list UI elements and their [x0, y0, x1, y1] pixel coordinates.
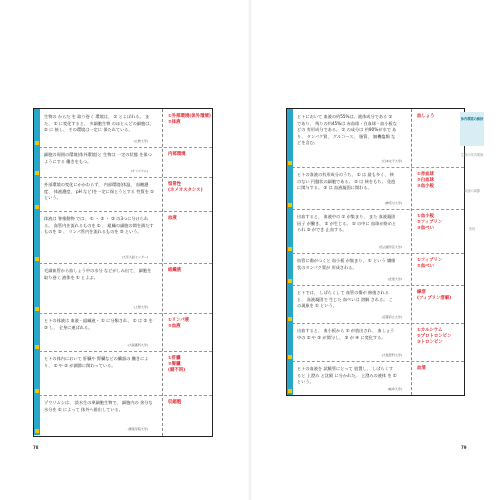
side-tab[interactable]: 体液の調節 [464, 189, 480, 193]
star-icon [288, 279, 292, 283]
question-text: ヒトの体内において 肝臓や 腎臓などの臓器の 働きにより、 ① や ② が調節に関わっている。 [44, 356, 149, 368]
question-text: 血管に傷がつくと 血小板 が集まり、 ① という 繊維状のタンパク質が 形成される。 [297, 258, 396, 270]
answer-text: 内部環境 [168, 152, 186, 157]
question-item [287, 167, 464, 210]
question-item [287, 253, 464, 286]
question-text: ヒトの血液の有形成分のうち、 ① は 最も多く、 核のない 円盤状の細胞である。 ② は 核をもち、 免疫に関与する。 ③ は 血液凝固に関わる。 [297, 172, 396, 191]
answer-text: ①赤血球 ②白血球 ③血小板 [417, 172, 434, 189]
question-text: 体液は 脊椎動物 では、 ① ・ ② ・ ③ の3つに分けられる。 血管内を流れるものを ① 、 組織の細胞の間を満たすものを ② 、 リンパ管内を流れるものを ③ という。 [44, 216, 154, 235]
question-text: ヒトの体液は 血液・組織液・ ① に分類され、 ① は ② を ③ し、 全身に運ばれる。 [44, 318, 153, 330]
question-source: (日本女子大学) [381, 159, 402, 163]
star-icon [35, 141, 39, 145]
star-icon [288, 355, 292, 359]
right-page [250, 0, 500, 500]
star-icon [288, 161, 292, 165]
answer-text: 血清 [417, 366, 426, 371]
question-item [287, 209, 464, 254]
question-card-right [286, 108, 465, 396]
question-text: ヒトにおいて 血液の約55%は、液体成分である ① であり、 残りの約45%は 赤血球・白血球・血小板などの 有形成分である。 ① の成分は 約90%が水で あり、 タンパク質、 グルコース、 脂質、 無機塩類 などを含む。 [297, 114, 397, 146]
question-source: (神奈川大学) [384, 201, 402, 205]
question-text: 細胞の周囲の環境(体外環境)と 生物は 一定の状態 を保つようにする 働きをもつ。 [44, 152, 152, 164]
question-text: 外部環境の変化にかかわらず、 内部環境(体温、 血糖濃度、 体液濃度、 pH など)を一定に保とうとする 性質を ① という。 [44, 182, 154, 201]
question-item [34, 395, 212, 435]
question-card-left [33, 108, 213, 437]
star-icon [288, 203, 292, 207]
star-icon [35, 171, 39, 175]
question-source: (京都府立大学) [381, 315, 402, 319]
answer-text: ①リンパ液 ②血液 [168, 318, 189, 329]
side-tab[interactable]: 免疫 [468, 227, 476, 231]
answer-text: ①カルシウム ②プロトロンビン ③トロンビン [417, 328, 452, 345]
answer-text: ①フィブリン ②血ぺい [417, 258, 443, 269]
question-source: (大阪医科大学) [381, 353, 402, 357]
question-tag [34, 263, 40, 313]
question-item [34, 313, 212, 352]
question-text: ゾウリムシは、 淡水生の単細胞生物で、 細胞内の 余分な水分を ① によって 体外へ排出している。 [44, 400, 153, 412]
answer-text: ①外部環境(体外環境) ②体液 [168, 114, 211, 125]
star-icon [35, 205, 39, 209]
answer-text: ①血小板 ②フィブリン ③血ぺい [417, 214, 443, 231]
question-source: (北里大学) [387, 277, 402, 281]
question-tag [34, 211, 40, 263]
question-source: (岐阜大学) [387, 387, 402, 391]
answer-text: 組織液 [168, 268, 182, 273]
answer-text: 恒常性 (ホメオスタシス) [168, 182, 203, 193]
question-text: ヒトでは、 しばらくして 血管の傷が 修復されると、 血液凝固で 生じた 血ぺいは 溶解 される。 この現象を ① という。 [297, 290, 393, 309]
question-text: 出血すると、 血液中の ① が集まり、 また 血液凝固因子 が働き、 ② が生じる。 ② の中に 血球が絡めとられ ③ ができ 止血する。 [297, 214, 397, 233]
answer-text: 収縮胞 [168, 400, 182, 405]
question-text: ヒトの血液を 試験管にとって 放置し、 しばらくすると 上澄み と沈殿 に分かれた。 上澄みの液体 を ① という。 [297, 366, 397, 385]
star-icon [35, 257, 39, 261]
page-number: 79 [461, 445, 467, 450]
question-text: 生物の からだ を 取り巻く 環境は、 ① とよばれる。 また、 ① に変化すると、 多細胞生物 のほとんどの細胞は、 ② に 接し、 その環境は一定に 保たれている。 [44, 114, 154, 133]
answer-text: 血しょう [417, 114, 435, 119]
answer-text: ①肝臓 ②腎臓 (順不同) [168, 356, 186, 373]
answer-text: 線溶 (フィブリン溶解) [417, 290, 452, 301]
question-item [34, 211, 212, 264]
star-icon [288, 389, 292, 393]
question-source: (名古屋学芸大学) [378, 245, 402, 249]
question-source: (大学入試センター) [121, 255, 148, 259]
star-icon [35, 345, 39, 349]
question-item [34, 351, 212, 396]
question-text: 毛細血管から血しょう中の水分 などがしみ出て、 細胞を取り巻く 液体を ① とよぶ。 [44, 268, 152, 280]
question-item [34, 109, 212, 148]
question-source: (上智大学) [133, 305, 148, 309]
question-source: (立教大学) [133, 139, 148, 143]
question-item [287, 323, 464, 362]
question-source: (オリジナル) [130, 169, 148, 173]
page-number: 78 [33, 445, 39, 450]
side-tab-active[interactable]: 体内環境の維持 [460, 112, 484, 146]
question-item [34, 147, 212, 178]
question-text: 出血すると、 血小板から ① が放出され、 血しょう中の ② や ③ が関与し、 ③ が ④ に変化する。 [297, 328, 395, 340]
side-tab[interactable]: 生物の体内環境 [460, 153, 484, 157]
star-icon [35, 307, 39, 311]
question-item [287, 109, 464, 168]
question-item [287, 285, 464, 324]
question-source: (大阪薬科大学) [127, 343, 148, 347]
star-icon [35, 429, 39, 433]
star-icon [35, 389, 39, 393]
question-source: (関東学院大学) [127, 427, 148, 431]
question-item [34, 177, 212, 212]
question-item [287, 361, 464, 395]
star-icon [288, 247, 292, 251]
question-item [34, 263, 212, 314]
answer-text: 血液 [168, 216, 177, 221]
star-icon [288, 317, 292, 321]
question-tag [287, 109, 293, 167]
